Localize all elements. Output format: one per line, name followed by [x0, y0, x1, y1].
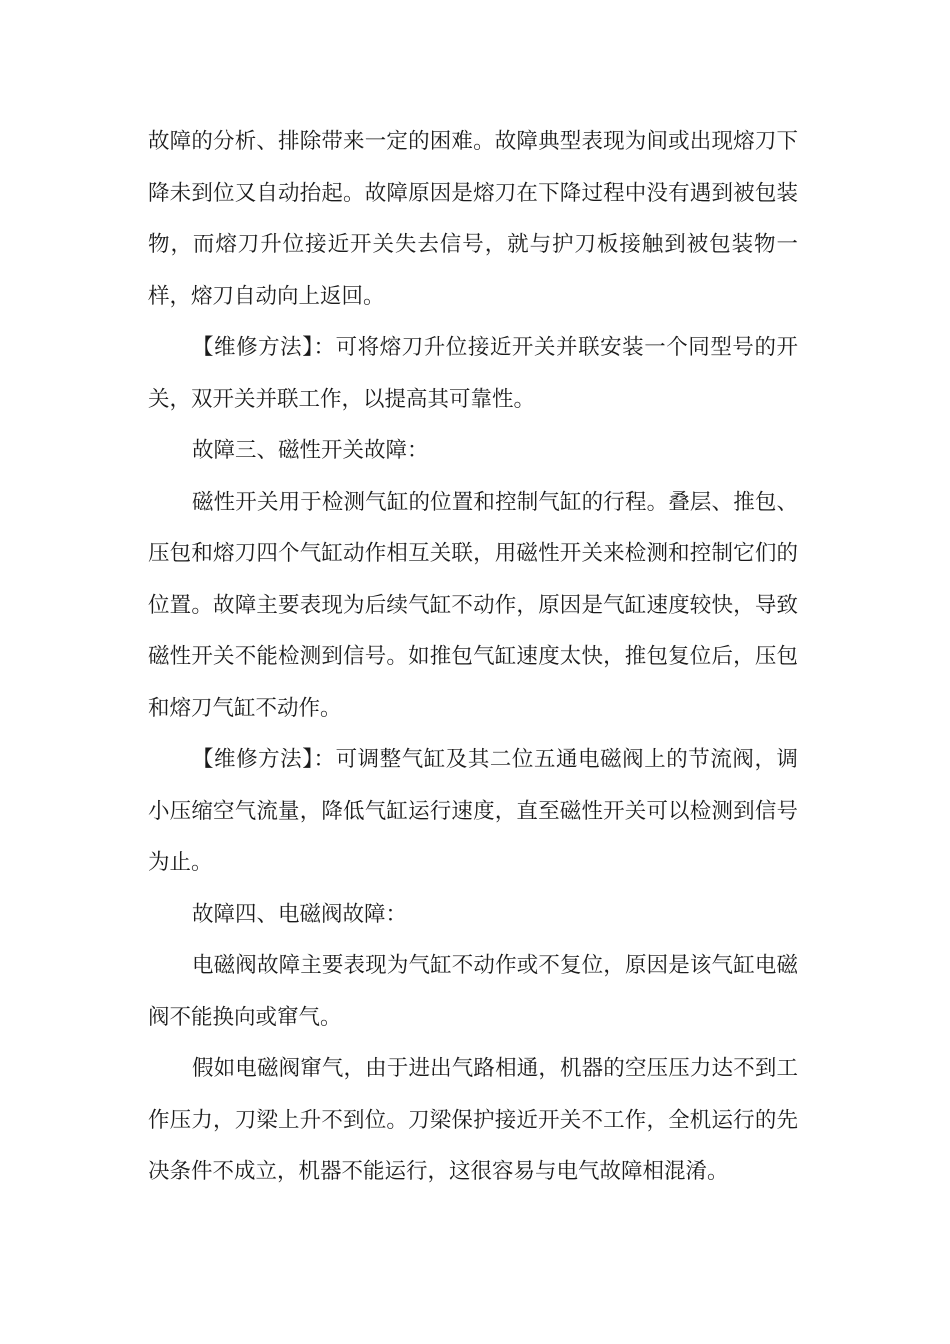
- document-page: [148, 116, 798, 1198]
- paragraph-valve-leak: 假如电磁阀窜气，由于进出气路相通，机器的空压压力达不到工作压力，刀梁上升不到位。刀梁保护接近开关不工作，全机运行的先决条件不成立，机器不能运行，这很容易与电气故障相混淆。: [148, 1056, 798, 1184]
- paragraph-solenoid-valve: 电磁阀故障主要表现为气缸不动作或不复位，原因是该气缸电磁阀不能换向或窜气。: [148, 953, 798, 1030]
- heading-fault-four: 故障四、电磁阀故障：: [192, 901, 408, 927]
- paragraph-repair-method-1: 【维修方法】：可将熔刀升位接近开关并联安装一个同型号的开关，双开关并联工作，以提高其可靠性。: [148, 335, 798, 412]
- heading-fault-three: 故障三、磁性开关故障：: [192, 438, 429, 463]
- paragraph-continuation: 故障的分析、排除带来一定的困难。故障典型表现为间或出现熔刀下降未到位又自动抬起。故障原因是熔刀在下降过程中没有遇到被包装物，而熔刀升位接近开关失去信号，就与护刀板接触到被包装物一样，熔刀自动向上返回。: [148, 129, 798, 309]
- paragraph-magnetic-switch: 磁性开关用于检测气缸的位置和控制气缸的行程。叠层、推包、压包和熔刀四个气缸动作相互关联，用磁性开关来检测和控制它们的位置。故障主要表现为后续气缸不动作，原因是气缸速度较快，导致磁性开关不能检测到信号。如推包气缸速度太快，推包复位后，压包和熔刀气缸不动作。: [148, 489, 798, 721]
- paragraph-repair-method-2: 【维修方法】：可调整气缸及其二位五通电磁阀上的节流阀，调小压缩空气流量，降低气缸运行速度，直至磁性开关可以检测到信号为止。: [148, 747, 798, 875]
